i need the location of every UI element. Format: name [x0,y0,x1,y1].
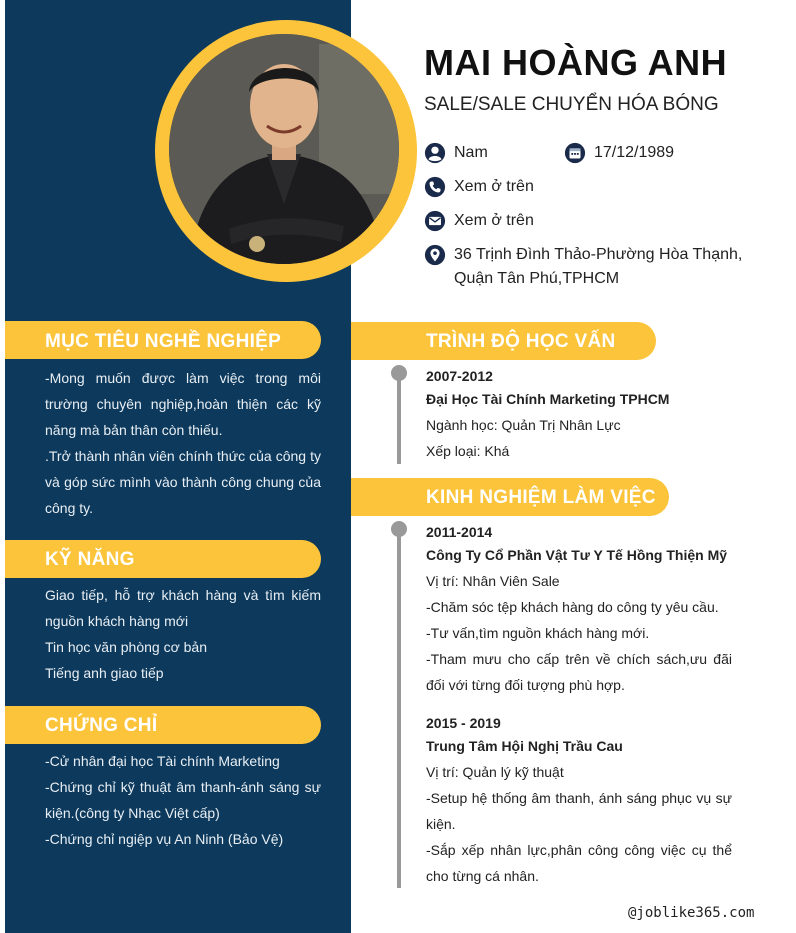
experience-title: KINH NGHIỆM LÀM VIỆC [426,487,656,508]
phone-icon [424,176,446,198]
experience-timeline-dot [391,521,407,537]
skills-text [45,582,321,686]
experience-detail: -Setup hệ thống âm thanh, ánh sáng phục vụ sự kiện. [426,790,732,832]
experience-period: 2015 - 2019 [426,715,501,731]
location-pin-icon [424,244,446,266]
phone-value: Xem ở trên [454,178,534,195]
objective-line: .Trở thành nhân viên chính thức của công ty và góp sức mình vào thành công chung của công ty. [45,448,321,516]
education-timeline-line [397,372,401,464]
birthdate-row [564,143,674,165]
experience-timeline-line [397,528,401,888]
experience-detail: -Tư vấn,tìm nguồn khách hàng mới. [426,625,650,641]
certificate-item: -Chứng chỉ ngiệp vụ An Ninh (Bảo Vệ) [45,831,284,847]
experience-detail: -Chăm sóc tệp khách hàng do công ty yêu cầu. [426,599,719,615]
experience-company: Trung Tâm Hội Nghị Trầu Cau [426,738,623,754]
experience-detail: -Tham mưu cho cấp trên về chích sách,ưu đãi đối với từng đối tượng phù hợp. [426,651,732,693]
experience-entry [426,713,732,889]
objective-title: MỤC TIÊU NGHỀ NGHIỆP [45,331,282,352]
skill-item: Tiếng anh giao tiếp [45,665,164,681]
address-value: 36 Trịnh Đình Thảo-Phường Hòa Thạnh, Quận Tân Phú,TPHCM [454,246,743,287]
watermark: @joblike365.com [628,905,755,921]
address-row [424,245,784,291]
birthdate-value: 17/12/1989 [594,144,675,161]
profile-photo [169,34,399,264]
user-icon [424,142,446,164]
job-title: SALE/SALE CHUYỂN HÓA BÓNG [424,94,719,115]
email-row [424,211,534,233]
education-detail: Xếp loại: Khá [426,443,510,459]
objective-text [45,365,321,521]
experience-detail: Vị trí: Nhân Viên Sale [426,573,560,589]
education-school: Đại Học Tài Chính Marketing TPHCM [426,391,670,407]
skill-item: Tin học văn phòng cơ bản [45,639,207,655]
experience-period: 2011-2014 [426,524,493,540]
objective-line: -Mong muốn được làm việc trong môi trường chuyên nghiệp,hoàn thiện các kỹ năng mà bản thân còn thiếu. [45,370,321,438]
education-detail: Ngành học: Quản Trị Nhân Lực [426,417,621,433]
certificates-text [45,748,321,852]
certificate-item: -Cử nhân đại học Tài chính Marketing [45,753,280,769]
skill-item: Giao tiếp, hỗ trợ khách hàng và tìm kiếm nguồn khách hàng mới [45,587,321,629]
mail-icon [424,210,446,232]
email-value: Xem ở trên [454,212,534,229]
phone-row [424,177,534,199]
certificates-title: CHỨNG CHỈ [45,715,158,736]
candidate-name: MAI HOÀNG ANH [424,42,728,83]
profile-photo-illustration [169,34,399,264]
education-period: 2007-2012 [426,368,493,384]
gender-row [424,143,488,165]
certificate-item: -Chứng chỉ kỹ thuật âm thanh-ánh sáng sự kiện.(công ty Nhạc Việt cấp) [45,779,321,821]
experience-company: Công Ty Cổ Phần Vật Tư Y Tế Hồng Thiện Mỹ [426,547,728,563]
experience-entry [426,522,732,698]
education-timeline-dot [391,365,407,381]
gender-value: Nam [454,144,488,161]
experience-detail: -Sắp xếp nhân lực,phân công công việc cụ thể cho từng cá nhân. [426,842,732,884]
experience-detail: Vị trí: Quản lý kỹ thuật [426,764,564,780]
education-entry [426,366,732,464]
education-title: TRÌNH ĐỘ HỌC VẤN [426,331,616,352]
skills-title: KỸ NĂNG [45,549,135,570]
calendar-icon [564,142,586,164]
